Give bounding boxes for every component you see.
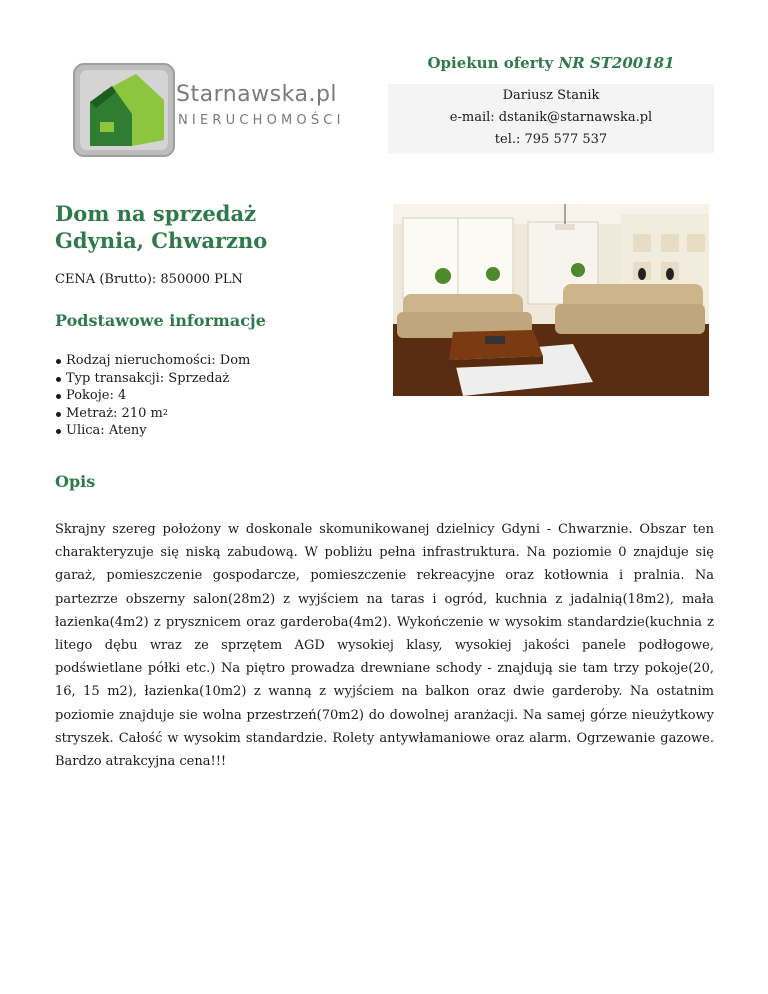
listing-title	[55, 200, 267, 254]
agent-contact-box	[388, 84, 714, 153]
description-heading: Opis	[55, 472, 96, 491]
listing-title-line1: Dom na sprzedaż	[55, 201, 257, 226]
list-item: Typ transakcji: Sprzedaż	[55, 370, 250, 388]
logo-subtitle-text: NIERUCHOMOŚCI	[178, 113, 345, 128]
area-superscript: 2	[162, 407, 168, 417]
agent-section-title	[388, 54, 714, 72]
offer-number: NR ST200181	[558, 54, 675, 72]
agent-email[interactable]: e-mail: dstanik@starnawska.pl	[449, 110, 653, 125]
listing-title-line2: Gdynia, Chwarzno	[55, 228, 268, 253]
house-logo-icon	[72, 62, 176, 158]
agent-title-prefix: Opiekun oferty	[427, 54, 554, 72]
basic-info-list	[55, 352, 250, 440]
living-room-photo	[393, 204, 709, 396]
logo-brand-text: Starnawska.pl	[176, 82, 338, 107]
list-item: Ulica: Ateny	[55, 422, 250, 440]
listing-price: CENA (Brutto): 850000 PLN	[55, 272, 243, 287]
agent-name: Dariusz Stanik	[502, 88, 600, 103]
description-text: Skrajny szereg położony w doskonale skomunikowanej dzielnicy Gdyni - Chwarznie. Obszar ten charakteryzuje się niską zabudową. W pobliżu pełna infrastruktura. Na poziomie 0 znajduje się garaż, pomieszczenie gospodarcze, pomieszczenie rekreacyjne oraz kotłownia i pralnia. Na partezrze obszerny salon(28m2) z wyjściem na taras i ogród, kuchnia z jadalnią(18m2), mała łazienka(4m2) z prysznicem oraz garderoba(4m2). Wykończenie w wysokim standardzie(kuchnia z litego dębu wraz ze sprzętem AGD wysokiej klasy, wysokiej jakości panele podłogowe, podświetlane półki etc.) Na piętro prowadza drewniane schody - znajdują sie tam trzy pokoje(20, 16, 15 m2), łazienka(10m2) z wanną z wyjściem na balkon oraz dwie garderoby. Na ostatnim poziomie znajduje sie wolna przestrzeń(70m2) do dowolnej aranżacji. Na samej górze nieużytkowy stryszek. Całość w wysokim standardzie. Rolety antywłamaniowe oraz alarm. Ogrzewanie gazowe. Bardzo atrakcyjna cena!!!	[55, 522, 714, 770]
agent-phone[interactable]: tel.: 795 577 537	[494, 132, 608, 147]
list-item: Rodzaj nieruchomości: Dom	[55, 352, 250, 370]
basic-info-heading: Podstawowe informacje	[55, 311, 266, 330]
list-item: Metraż: 210 $m^2$	[55, 405, 250, 423]
list-item: Pokoje: 4	[55, 387, 250, 405]
company-logo	[72, 62, 362, 158]
